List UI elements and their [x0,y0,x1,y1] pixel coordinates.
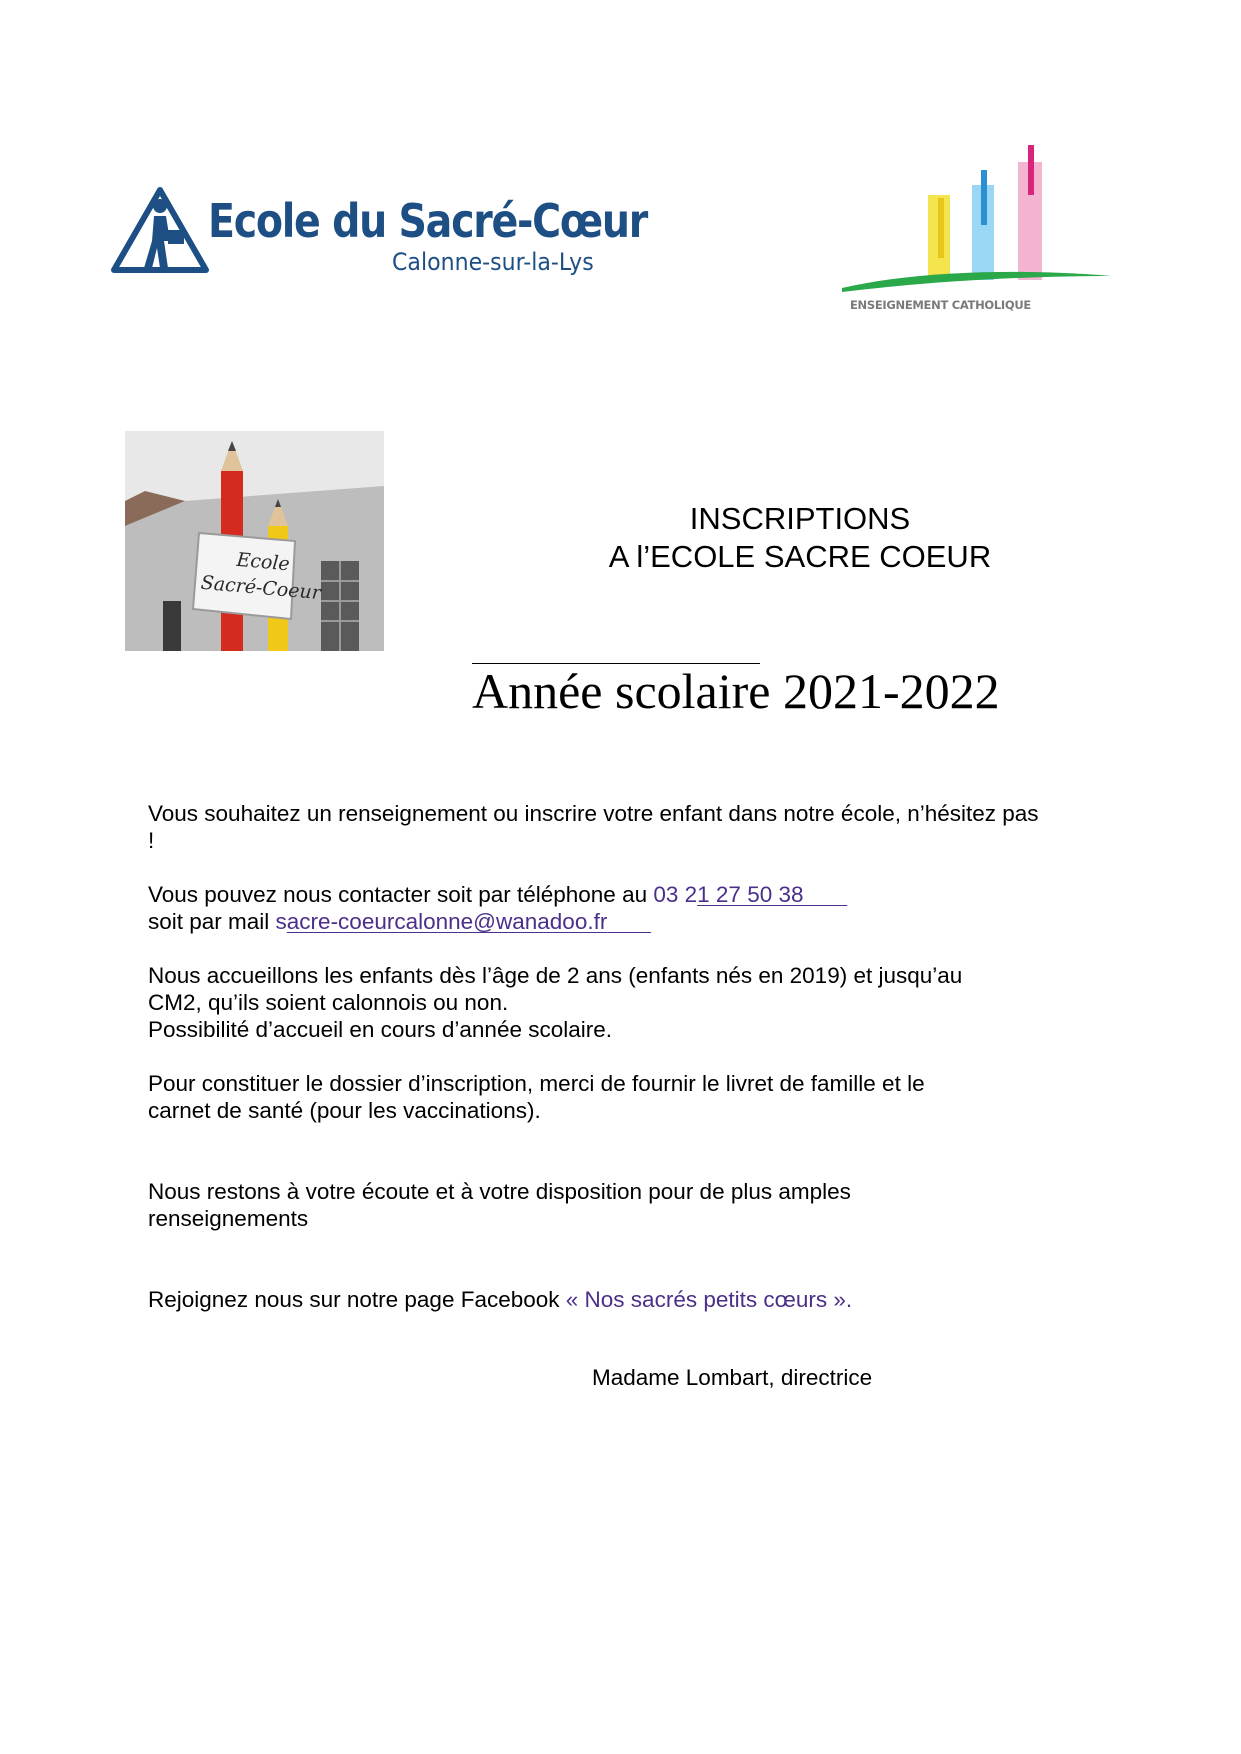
facebook-line: Rejoignez nous sur notre page Facebook « Nos sacrés petits cœurs ». [148,1287,853,1312]
enseignement-catholique-logo [840,140,1120,315]
email-link[interactable]: acre-coeurcalonne@wanadoo.fr [286,909,608,934]
title-line-1: INSCRIPTIONS [689,501,911,536]
admission-paragraph: Nous accueillons les enfants dès l’âge de 2 ans (enfants nés en 2019) et jusqu’au CM2, qu’ils soient calonnois ou non. [148,963,963,1015]
sign-text: Ecole Sacré-Coeur [199,548,322,605]
school-logo [110,186,647,286]
walking-pupil-icon [110,186,210,278]
phone-link[interactable]: 1 27 50 38 [697,882,804,907]
documents-paragraph: Pour constituer le dossier d’inscription, merci de fournir le livret de famille et le carnet de santé (pour les vaccinations). [148,1071,925,1123]
school-name: Ecole du Sacré-Cœur [208,194,647,248]
contact-email-line: soit par mail sacre-coeurcalonne@wanadoo.fr [148,909,608,934]
school-sign-photo [125,431,384,651]
school-year: Année scolaire 2021-2022 [472,663,1000,719]
facebook-page-link[interactable]: « Nos sacrés petits cœurs » [565,1287,846,1312]
signature: Madame Lombart, directrice [592,1365,873,1390]
email-link-start[interactable]: s [275,909,287,934]
admission-note: Possibilité d’accueil en cours d’année scolaire. [148,1017,613,1042]
network-logo-caption: ENSEIGNEMENT CATHOLIQUE [850,298,1031,312]
colored-bars-icon [840,140,1120,300]
closing-paragraph: Nous restons à votre écoute et à votre disposition pour de plus amples renseignements [148,1179,851,1231]
title-line-2: A l’ECOLE SACRE COEUR [608,539,992,574]
letter-body [148,800,1048,1313]
page-title [560,500,1040,576]
phone-link-start[interactable]: 03 2 [653,882,698,907]
school-town: Calonne-sur-la-Lys [392,248,594,276]
contact-phone-line: Vous pouvez nous contacter soit par téléphone au 03 21 27 50 38 [148,882,804,907]
intro-paragraph: Vous souhaitez un renseignement ou inscrire votre enfant dans notre école, n’hésitez pas ! [148,801,1039,853]
